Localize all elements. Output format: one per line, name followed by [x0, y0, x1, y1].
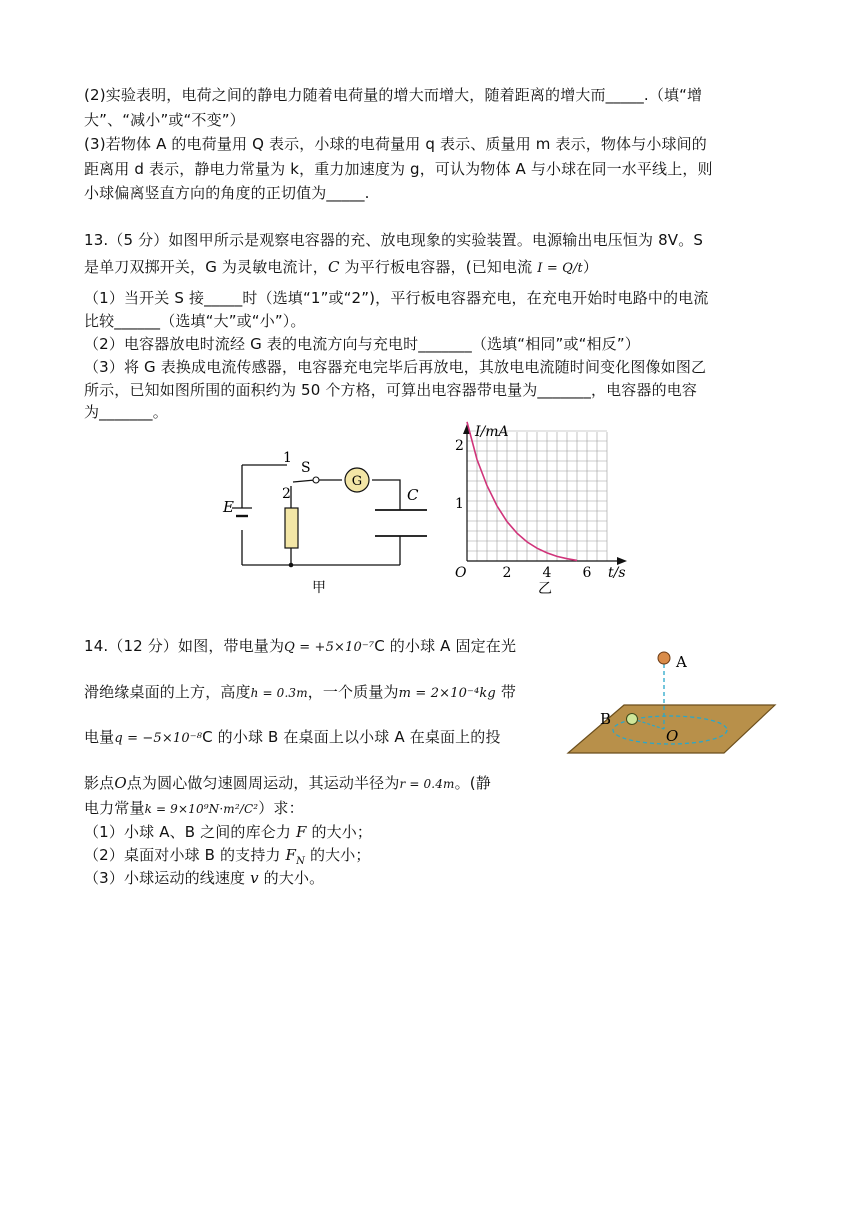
ball-A	[658, 652, 670, 664]
switch-contact	[313, 477, 319, 483]
q14-sub2-a: （2）桌面对小球 B 的支持力	[84, 846, 281, 864]
question-14-text-a: 14.（12 分）如图，带电量为	[84, 637, 285, 655]
y-tick-label: 2	[455, 438, 464, 454]
question-14-text-j: 。(静	[454, 774, 491, 792]
discharge-graph	[448, 420, 638, 600]
y-tick-label: 1	[455, 496, 464, 512]
question-14-text-i: 点为圆心做匀速圆周运动，其运动半径为	[126, 774, 400, 792]
question-12-part3-line3: 小球偏离竖直方向的角度的正切值为_____.	[84, 184, 370, 202]
resistor	[285, 508, 298, 548]
q14-sub2-b: 的大小；	[309, 846, 371, 864]
question-14-line5	[84, 798, 304, 819]
galvanometer-label: G	[351, 474, 363, 489]
question-14-text-l: ）求：	[258, 799, 304, 817]
question-14-line3	[84, 727, 501, 749]
point-O: O	[114, 774, 127, 792]
question-14-line1	[84, 636, 516, 658]
velocity-v: v	[250, 869, 259, 887]
x-axis-label: t/s	[608, 565, 626, 581]
question-13-text-b: 为平行板电容器，(已知电流	[344, 258, 533, 276]
circuit-caption: 甲	[312, 580, 326, 596]
node-dot	[289, 563, 294, 568]
question-12-part2-line1: (2)实验表明，电荷之间的静电力随着电荷量的增大而增大，随着距离的增大而_____.（填“增	[84, 86, 703, 104]
table-3d-figure	[560, 640, 785, 760]
emf-label: E	[223, 498, 234, 516]
question-12-part3-line2: 距离用 d 表示，静电力常量为 k，重力加速度为 g，可认为物体 A 与小球在同一水平线上，则	[84, 160, 713, 178]
question-13-line2	[84, 257, 598, 279]
charge-q-value: q = −5×10⁻⁸	[114, 731, 203, 746]
question-13-line1: 13.（5 分）如图甲所示是观察电容器的充、放电现象的实验装置。电源输出电压恒为 8V。S	[84, 231, 704, 249]
label-A: A	[676, 653, 687, 671]
question-12-part3-line1: (3)若物体 A 的电荷量用 Q 表示，小球的电荷量用 q 表示、质量用 m 表示，物体与小球间的	[84, 135, 707, 153]
x-tick-label: 6	[582, 565, 592, 581]
q14-sub1-b: 的大小；	[311, 823, 373, 841]
question-14-text-e: 带	[500, 683, 516, 701]
x-tick-label: 4	[542, 565, 552, 581]
question-14-text-b: C 的小球 A 固定在光	[374, 637, 517, 655]
charge-Q-value: Q = +5×10⁻⁷	[284, 640, 375, 655]
normal-force-subscript: N	[296, 856, 306, 867]
y-axis-label: I/mA	[475, 424, 509, 440]
force-F: F	[295, 823, 307, 841]
terminal-2-label: 2	[282, 486, 291, 502]
question-14-line4	[84, 773, 491, 794]
normal-force-F: F	[285, 846, 297, 864]
question-13-sub3-line3: 为_______。	[84, 403, 168, 421]
terminal-1-label: 1	[283, 450, 292, 466]
x-tick-label: 2	[502, 565, 512, 581]
question-14-text-f: 电量	[84, 728, 115, 746]
q14-sub3-b: 的大小。	[263, 869, 325, 887]
label-B: B	[600, 710, 612, 728]
question-14-sub3	[84, 868, 324, 888]
question-13-sub2: （2）电容器放电时流经 G 表的电流方向与充电时_______（选填“相同”或“相反”）	[84, 335, 640, 353]
question-14-text-d: ，一个质量为	[307, 683, 399, 701]
graph-origin: O	[455, 565, 467, 581]
label-O: O	[666, 727, 679, 745]
current-formula: I = Q/t	[537, 261, 583, 276]
capacitor-symbol: C	[327, 258, 340, 276]
radius-value: r = 0.4m	[399, 777, 455, 791]
question-13-text-a: 是单刀双掷开关，G 为灵敏电流计，	[84, 258, 328, 276]
question-14-text-h: 影点	[84, 774, 115, 792]
height-value: h = 0.3m	[250, 686, 308, 700]
graph-caption: 乙	[538, 581, 552, 597]
question-13-sub3-line1: （3）将 G 表换成电流传感器，电容器充电完毕后再放电，其放电电流随时间变化图像如图乙	[84, 358, 707, 376]
question-14-text-c: 滑绝缘桌面的上方，高度	[84, 683, 251, 701]
close-paren: ）	[582, 258, 599, 276]
question-13-sub1-line2: 比较______（选填“大”或“小”）。	[84, 312, 306, 330]
switch-label: S	[301, 460, 311, 476]
question-13-sub3-line2: 所示，已知如图所围的面积约为 50 个方格，可算出电容器带电量为_______，电容器的电容	[84, 381, 698, 399]
q14-sub3-a: （3）小球运动的线速度	[84, 869, 246, 887]
question-14-text-g: C 的小球 B 在桌面上以小球 A 在桌面上的投	[202, 728, 501, 746]
question-12-part2-line2: 大”、“减小”或“不变”）	[84, 111, 245, 129]
capacitor-label: C	[407, 486, 419, 504]
mass-value: m = 2×10⁻⁴kg	[398, 686, 496, 701]
ball-B	[627, 714, 638, 725]
circuit-diagram	[215, 440, 440, 600]
question-14-text-k: 电力常量	[84, 799, 145, 817]
k-constant: k = 9×10⁹N·m²/C²	[144, 802, 259, 816]
question-14-sub1	[84, 822, 372, 842]
question-13-sub1-line1: （1）当开关 S 接_____时（选填“1”或“2”)，平行板电容器充电，在充电开始时电路中的电流	[84, 289, 709, 307]
question-14-line2	[84, 682, 516, 704]
q14-sub1-a: （1）小球 A、B 之间的库仑力	[84, 823, 292, 841]
graph-grid	[467, 431, 607, 561]
